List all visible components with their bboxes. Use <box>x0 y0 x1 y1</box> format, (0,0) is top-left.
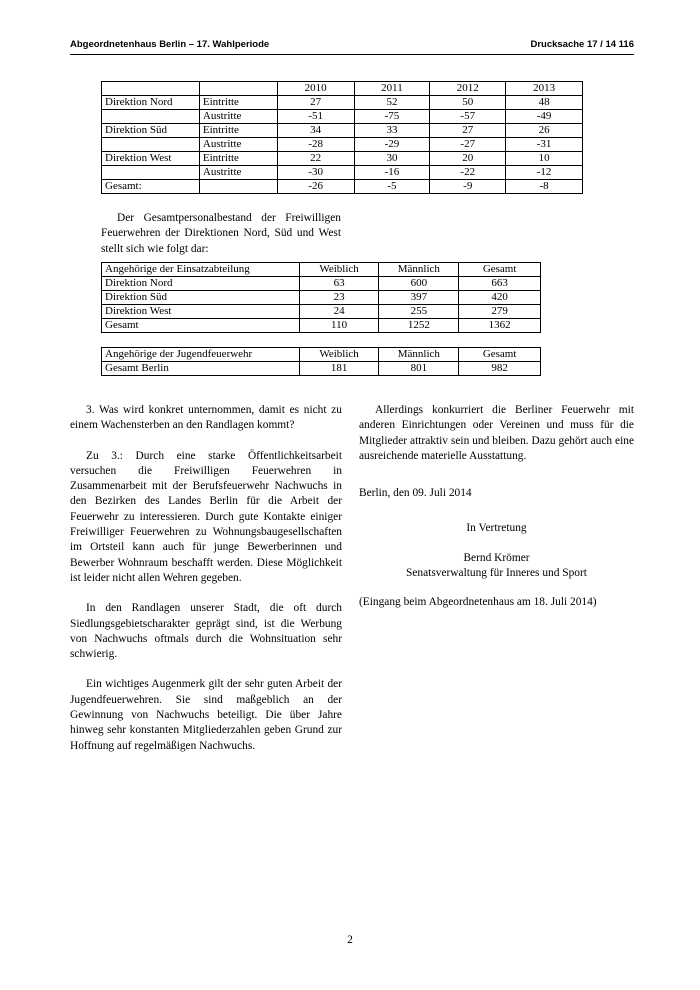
value-cell: 801 <box>379 362 459 376</box>
in-vertretung: In Vertretung <box>466 522 527 535</box>
value-cell: 24 <box>299 305 379 319</box>
direktion-cell <box>102 166 200 180</box>
table-row <box>102 124 583 138</box>
value-cell: 34 <box>277 124 354 138</box>
value-cell: -75 <box>354 110 430 124</box>
label-cell: Direktion Nord <box>102 277 300 291</box>
label-cell: Gesamt Berlin <box>102 362 300 376</box>
intro-text: Der Gesamtpersonalbestand der Freiwilligen Feuerwehren der Direktionen Nord, Süd und West stellt sich wie folgt dar: <box>101 212 341 255</box>
table-row <box>102 319 541 333</box>
page-number: 2 <box>347 934 353 946</box>
type-cell: Eintritte <box>199 96 277 110</box>
value-cell: -5 <box>354 180 430 194</box>
right-column <box>359 403 634 611</box>
question-3: 3. Was wird konkret unternommen, damit es nicht zu einem Wachensterben an den Randlagen kommt? <box>70 404 342 432</box>
value-cell: 20 <box>430 152 506 166</box>
label-cell: Gesamt <box>102 319 300 333</box>
date-line: Berlin, den 09. Juli 2014 <box>359 487 472 500</box>
direktion-cell <box>102 138 200 152</box>
value-cell: 27 <box>277 96 354 110</box>
direktion-cell: Gesamt: <box>102 180 200 194</box>
type-cell: Eintritte <box>199 152 277 166</box>
direktion-cell: Direktion Nord <box>102 96 200 110</box>
value-cell: 982 <box>459 362 541 376</box>
value-cell: 22 <box>277 152 354 166</box>
direktion-cell <box>102 110 200 124</box>
value-cell: 181 <box>299 362 379 376</box>
value-cell: 48 <box>506 96 583 110</box>
direktion-cell: Direktion Süd <box>102 124 200 138</box>
value-cell: 10 <box>506 152 583 166</box>
table-eintritte-austritte <box>101 81 583 194</box>
year-header: 2013 <box>506 82 583 96</box>
value-cell: 600 <box>379 277 459 291</box>
value-cell: 1252 <box>379 319 459 333</box>
value-cell: -9 <box>430 180 506 194</box>
table-row <box>102 166 583 180</box>
value-cell: -28 <box>277 138 354 152</box>
value-cell: -30 <box>277 166 354 180</box>
signer-office: Senatsverwaltung für Inneres und Sport <box>406 567 587 580</box>
value-cell: 1362 <box>459 319 541 333</box>
table-row <box>102 277 541 291</box>
table-jugendfeuerwehr <box>101 347 541 376</box>
year-header: 2012 <box>430 82 506 96</box>
value-cell: 110 <box>299 319 379 333</box>
value-cell: 30 <box>354 152 430 166</box>
table-header-row <box>102 82 583 96</box>
column-header: Männlich <box>379 348 459 362</box>
answer-paragraph-3: Ein wichtiges Augenmerk gilt der sehr guten Arbeit der Jugendfeuerwehren. Sie sind maßgeblich an der Gewinnung von Nachwuchs beteiligt. Die über Jahre hinweg sehr konstanten Mitgliederzahlen geben Grund zur Hoffnung auf regelmäßigen Nachwuchs. <box>70 678 342 752</box>
table-row <box>102 180 583 194</box>
table-header-row <box>102 348 541 362</box>
header-left: Abgeordnetenhaus Berlin – 17. Wahlperiode <box>70 39 270 50</box>
value-cell: -57 <box>430 110 506 124</box>
type-cell: Austritte <box>199 138 277 152</box>
value-cell: -29 <box>354 138 430 152</box>
label-cell: Direktion West <box>102 305 300 319</box>
value-cell: -16 <box>354 166 430 180</box>
column-header: Weiblich <box>299 348 379 362</box>
value-cell: 26 <box>506 124 583 138</box>
value-cell: -12 <box>506 166 583 180</box>
type-cell: Eintritte <box>199 124 277 138</box>
right-paragraph: Allerdings konkurriert die Berliner Feuerwehr mit anderen Einrichtungen oder Vereinen und muss für die Mitglieder attraktiv sein und bleiben. Dazu gehört auch eine ausreichende materielle Ausstattung. <box>359 404 634 462</box>
table-row <box>102 305 541 319</box>
value-cell: 420 <box>459 291 541 305</box>
table-einsatzabteilung <box>101 262 541 333</box>
table-row <box>102 362 541 376</box>
type-cell: Austritte <box>199 166 277 180</box>
signer-name: Bernd Krömer <box>463 551 530 564</box>
value-cell: 397 <box>379 291 459 305</box>
value-cell: -27 <box>430 138 506 152</box>
value-cell: -26 <box>277 180 354 194</box>
column-header: Männlich <box>379 263 459 277</box>
value-cell: -49 <box>506 110 583 124</box>
page-header <box>70 39 634 50</box>
table-row <box>102 291 541 305</box>
value-cell: 27 <box>430 124 506 138</box>
left-column <box>70 403 342 754</box>
value-cell: 23 <box>299 291 379 305</box>
year-header: 2011 <box>354 82 430 96</box>
answer-paragraph-2: In den Randlagen unserer Stadt, die oft durch Siedlungsgebietscharakter geprägt sind, ist die Werbung von Nachwuchs oftmals durch die Wohnsituation sehr schwierig. <box>70 602 342 661</box>
type-cell: Austritte <box>199 110 277 124</box>
column-header: Weiblich <box>299 263 379 277</box>
value-cell: 52 <box>354 96 430 110</box>
column-header: Angehörige der Jugendfeuerwehr <box>102 348 300 362</box>
value-cell: 255 <box>379 305 459 319</box>
table-row <box>102 96 583 110</box>
table-header-row <box>102 263 541 277</box>
value-cell: -22 <box>430 166 506 180</box>
answer-paragraph-1: Zu 3.: Durch eine starke Öffentlichkeitsarbeit versuchen die Freiwilligen Feuerwehren in Zusammenarbeit mit der Berufsfeuerwehr Nachwuchs in den Bezirken des Landes Berlin für die Arbeit der Feuerwehr zu interessieren. Durch gute Kontakte einiger Freiwilliger Feuerwehren zu Wohnungsbaugesellschaften im Ortsteil kann auch für junge Bewerberinnen und Bewerber Wohnraum beschafft werden. Diese Möglichkeit ist leider nicht allen Wehren gegeben. <box>70 449 342 584</box>
value-cell: -31 <box>506 138 583 152</box>
intro-paragraph <box>101 211 341 257</box>
value-cell: 63 <box>299 277 379 291</box>
value-cell: 663 <box>459 277 541 291</box>
value-cell: 50 <box>430 96 506 110</box>
year-header: 2010 <box>277 82 354 96</box>
label-cell: Direktion Süd <box>102 291 300 305</box>
table-row <box>102 110 583 124</box>
header-rule <box>70 54 634 55</box>
value-cell: 279 <box>459 305 541 319</box>
value-cell: -8 <box>506 180 583 194</box>
column-header: Angehörige der Einsatzabteilung <box>102 263 300 277</box>
table-row <box>102 138 583 152</box>
receipt-note: (Eingang beim Abgeordnetenhaus am 18. Juli 2014) <box>359 596 597 609</box>
header-right: Drucksache 17 / 14 116 <box>530 39 634 50</box>
column-header: Gesamt <box>459 348 541 362</box>
direktion-cell: Direktion West <box>102 152 200 166</box>
type-cell <box>199 180 277 194</box>
value-cell: -51 <box>277 110 354 124</box>
table-row <box>102 152 583 166</box>
column-header: Gesamt <box>459 263 541 277</box>
value-cell: 33 <box>354 124 430 138</box>
